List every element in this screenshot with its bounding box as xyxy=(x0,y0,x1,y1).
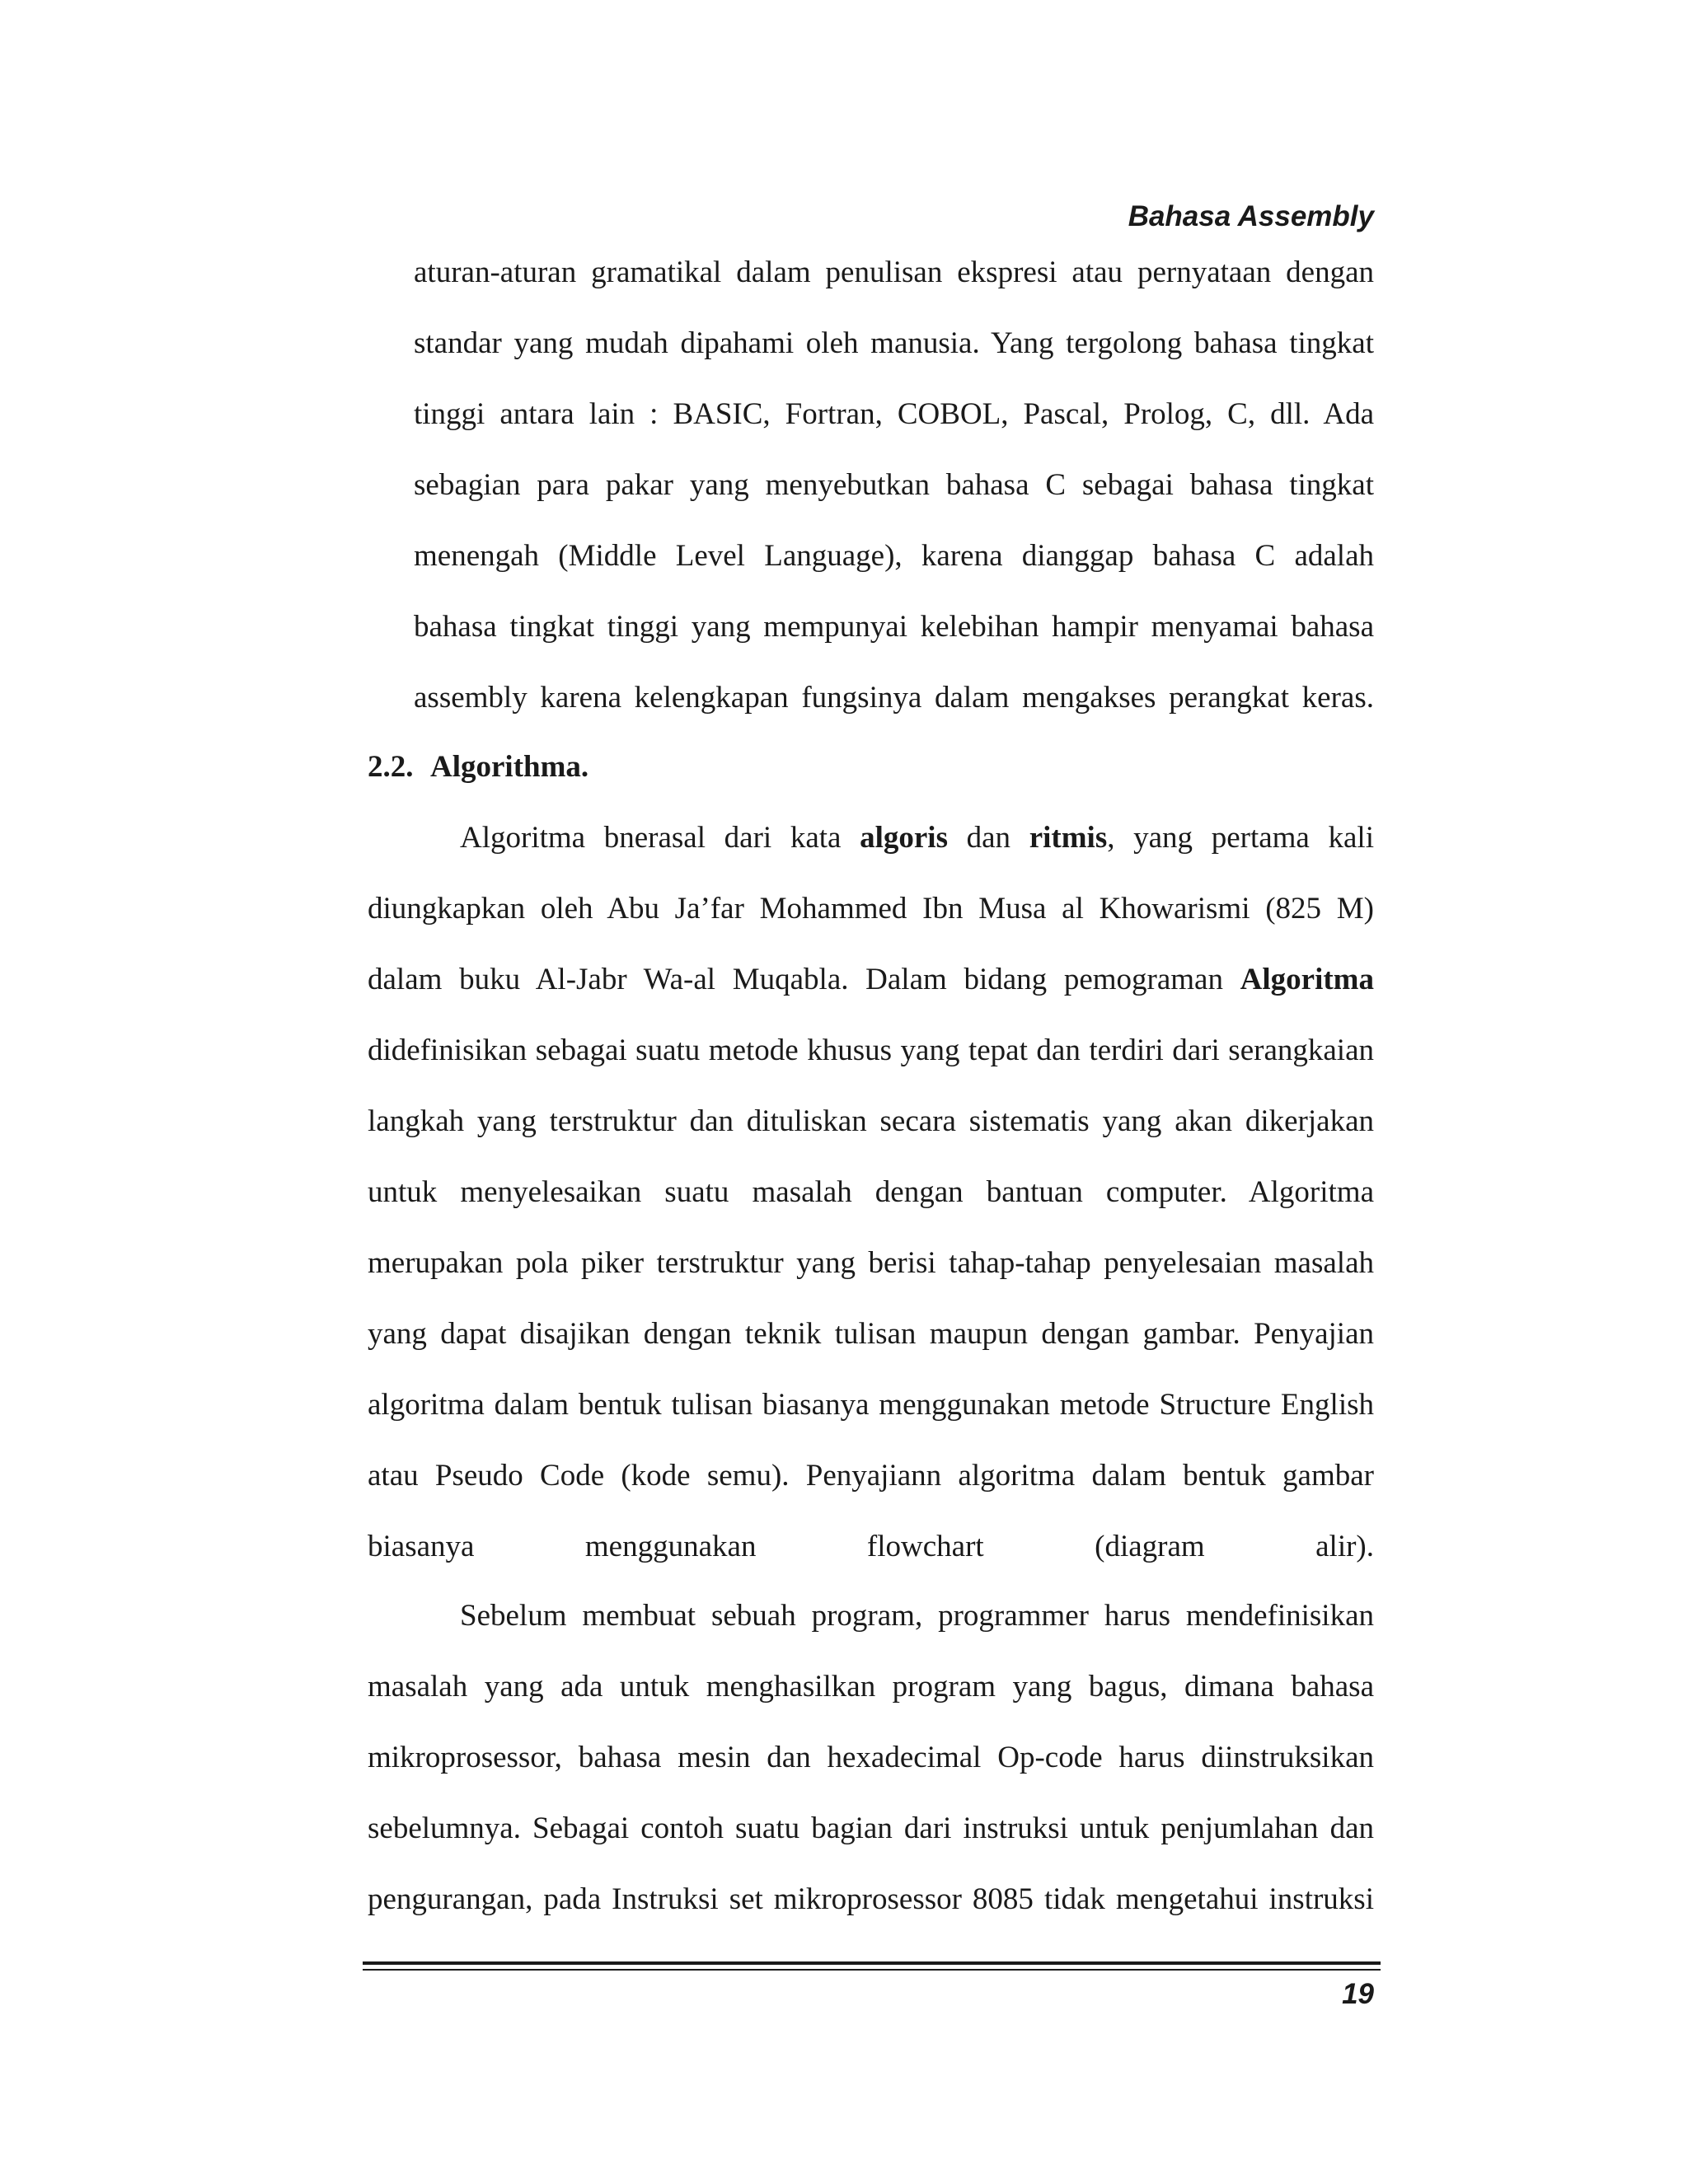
text-line-first xyxy=(368,803,1374,874)
text-run: dan xyxy=(947,821,1029,855)
text-line: menengah (Middle Level Language), karena dianggap bahasa C adalah xyxy=(414,539,1374,573)
text-line: langkah yang terstruktur dan dituliskan secara sistematis yang akan dikerjakan xyxy=(368,1104,1374,1138)
text-line: mikroprosessor, bahasa mesin dan hexadecimal Op-code harus diinstruksikan xyxy=(368,1741,1374,1774)
text-line: algoritma dalam bentuk tulisan biasanya menggunakan metode Structure English xyxy=(368,1388,1374,1422)
text-line: tinggi antara lain : BASIC, Fortran, COBOL, Pascal, Prolog, C, dll. Ada xyxy=(414,397,1374,431)
bold-term-algoris: algoris xyxy=(860,821,948,855)
text-line-first: Sebelum membuat sebuah program, programmer harus mendefinisikan xyxy=(460,1599,1374,1633)
text-line: bahasa tingkat tinggi yang mempunyai kelebihan hampir menyamai bahasa xyxy=(414,610,1374,644)
text-line: untuk menyelesaikan suatu masalah dengan bantuan computer. Algoritma xyxy=(368,1175,1374,1209)
text-line: masalah yang ada untuk menghasilkan program yang bagus, dimana bahasa xyxy=(368,1670,1374,1704)
bold-term-algoritma: Algoritma xyxy=(1240,963,1374,996)
section-title: Algorithma. xyxy=(430,750,589,784)
section-number: 2.2. xyxy=(368,750,414,784)
section-heading xyxy=(368,732,588,803)
footer-rule-thin xyxy=(363,1969,1381,1971)
text-run: Algoritma bnerasal dari kata xyxy=(460,821,860,855)
text-line: aturan-aturan gramatikal dalam penulisan ekspresi atau pernyataan dengan xyxy=(414,255,1374,289)
text-line: atau Pseudo Code (kode semu). Penyajiann algoritma dalam bentuk gambar xyxy=(368,1459,1374,1493)
text-line: didefinisikan sebagai suatu metode khusus yang tepat dan terdiri dari serangkaian xyxy=(368,1033,1374,1067)
text-line: merupakan pola piker terstruktur yang berisi tahap-tahap penyelesaian masalah xyxy=(368,1246,1374,1280)
text-line: sebagian para pakar yang menyebutkan bahasa C sebagai bahasa tingkat xyxy=(414,468,1374,502)
text-line: sebelumnya. Sebagai contoh suatu bagian dari instruksi untuk penjumlahan dan xyxy=(368,1811,1374,1845)
paragraph-algoritma xyxy=(368,803,1374,1582)
paragraph-sebelum xyxy=(368,1581,1374,1935)
running-header: Bahasa Assembly xyxy=(1128,200,1374,232)
text-line xyxy=(368,944,1374,1015)
bold-term-ritmis: ritmis xyxy=(1029,821,1108,855)
text-line: biasanya menggunakan flowchart (diagram alir). xyxy=(368,1530,1374,1563)
text-run: dalam buku Al-Jabr Wa-al Muqabla. Dalam bidang pemograman xyxy=(368,963,1240,996)
text-run: , yang pertama kali xyxy=(1107,821,1374,855)
text-line: yang dapat disajikan dengan teknik tulisan maupun dengan gambar. Penyajian xyxy=(368,1317,1374,1351)
paragraph-intro xyxy=(414,237,1374,733)
page-number: 19 xyxy=(1342,1978,1374,2010)
footer-rule-thick xyxy=(363,1961,1381,1965)
text-line: diungkapkan oleh Abu Ja’far Mohammed Ibn Musa al Khowarismi (825 M) xyxy=(368,892,1374,926)
text-line: assembly karena kelengkapan fungsinya dalam mengakses perangkat keras. xyxy=(414,681,1374,715)
text-line: pengurangan, pada Instruksi set mikroprosessor 8085 tidak mengetahui instruksi xyxy=(368,1882,1374,1916)
text-line: standar yang mudah dipahami oleh manusia. Yang tergolong bahasa tingkat xyxy=(414,326,1374,360)
